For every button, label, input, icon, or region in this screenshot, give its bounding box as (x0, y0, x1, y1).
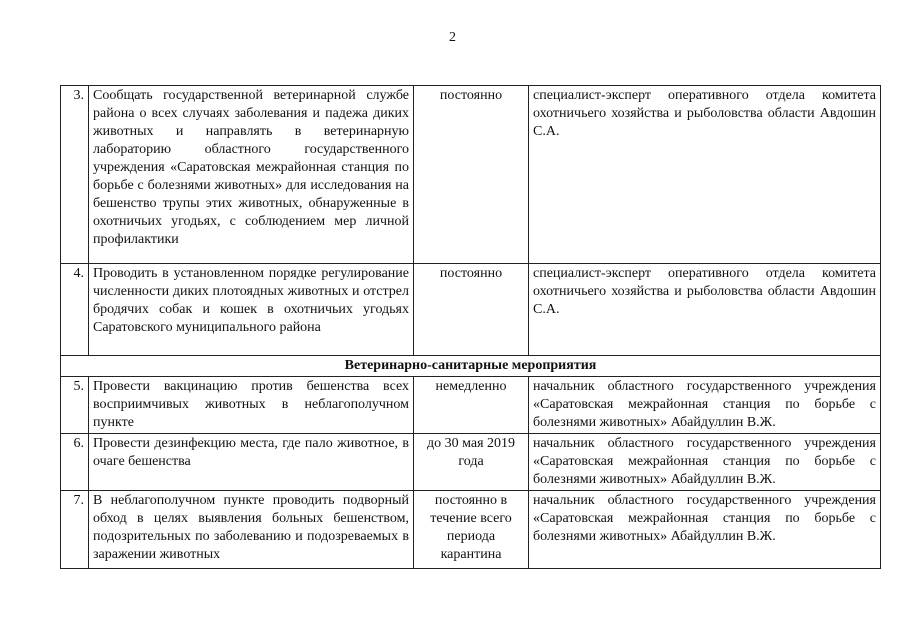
measures-table (60, 85, 881, 569)
measure-responsible: начальник областного государственного учреждения «Саратовская межрайонная станция по борьбе с болезнями животных» Абайдуллин В.Ж. (529, 491, 881, 569)
measure-responsible: начальник областного государственного учреждения «Саратовская межрайонная станция по борьбе с болезнями животных» Абайдуллин В.Ж. (529, 377, 881, 434)
table-row (61, 264, 881, 356)
measure-term: до 30 мая 2019 года (414, 434, 529, 491)
measure-term: постоянно в течение всего периода карантина (414, 491, 529, 569)
row-number: 5. (61, 377, 89, 434)
row-number: 3. (61, 86, 89, 264)
measure-description: Провести дезинфекцию места, где пало животное, в очаге бешенства (89, 434, 414, 491)
page-number: 2 (449, 30, 456, 45)
measure-term: постоянно (414, 264, 529, 356)
row-number: 7. (61, 491, 89, 569)
measure-responsible: начальник областного государственного учреждения «Саратовская межрайонная станция по борьбе с болезнями животных» Абайдуллин В.Ж. (529, 434, 881, 491)
measure-responsible: специалист-эксперт оперативного отдела комитета охотничьего хозяйства и рыболовства области Авдошин С.А. (529, 264, 881, 356)
table-row (61, 491, 881, 569)
measure-description: Сообщать государственной ветеринарной службе района о всех случаях заболевания и падежа диких животных и направлять в ветеринарную лабораторию областного государственного учреждения «Саратовская межрайонная станция по борьбе с болезнями животных» для исследования на бешенство трупы этих животных, обнаруженные в охотничьих угодьях, с соблюдением мер личной профилактики (89, 86, 414, 264)
measure-description: Проводить в установленном порядке регулирование численности диких плотоядных животных и отстрел бродячих собак и кошек в охотничьих угодьях Саратовского муниципального района (89, 264, 414, 356)
row-number: 6. (61, 434, 89, 491)
section-row (61, 356, 881, 377)
measure-description: Провести вакцинацию против бешенства всех восприимчивых животных в неблагополучном пункте (89, 377, 414, 434)
measure-responsible: специалист-эксперт оперативного отдела комитета охотничьего хозяйства и рыболовства области Авдошин С.А. (529, 86, 881, 264)
measure-term: немедленно (414, 377, 529, 434)
section-heading: Ветеринарно-санитарные мероприятия (61, 356, 881, 377)
measure-description: В неблагополучном пункте проводить подворный обход в целях выявления больных бешенством, подозрительных по заболеванию и подозреваемых в заражении животных (89, 491, 414, 569)
table-row (61, 86, 881, 264)
row-number: 4. (61, 264, 89, 356)
table-row (61, 434, 881, 491)
measure-term: постоянно (414, 86, 529, 264)
table-row (61, 377, 881, 434)
